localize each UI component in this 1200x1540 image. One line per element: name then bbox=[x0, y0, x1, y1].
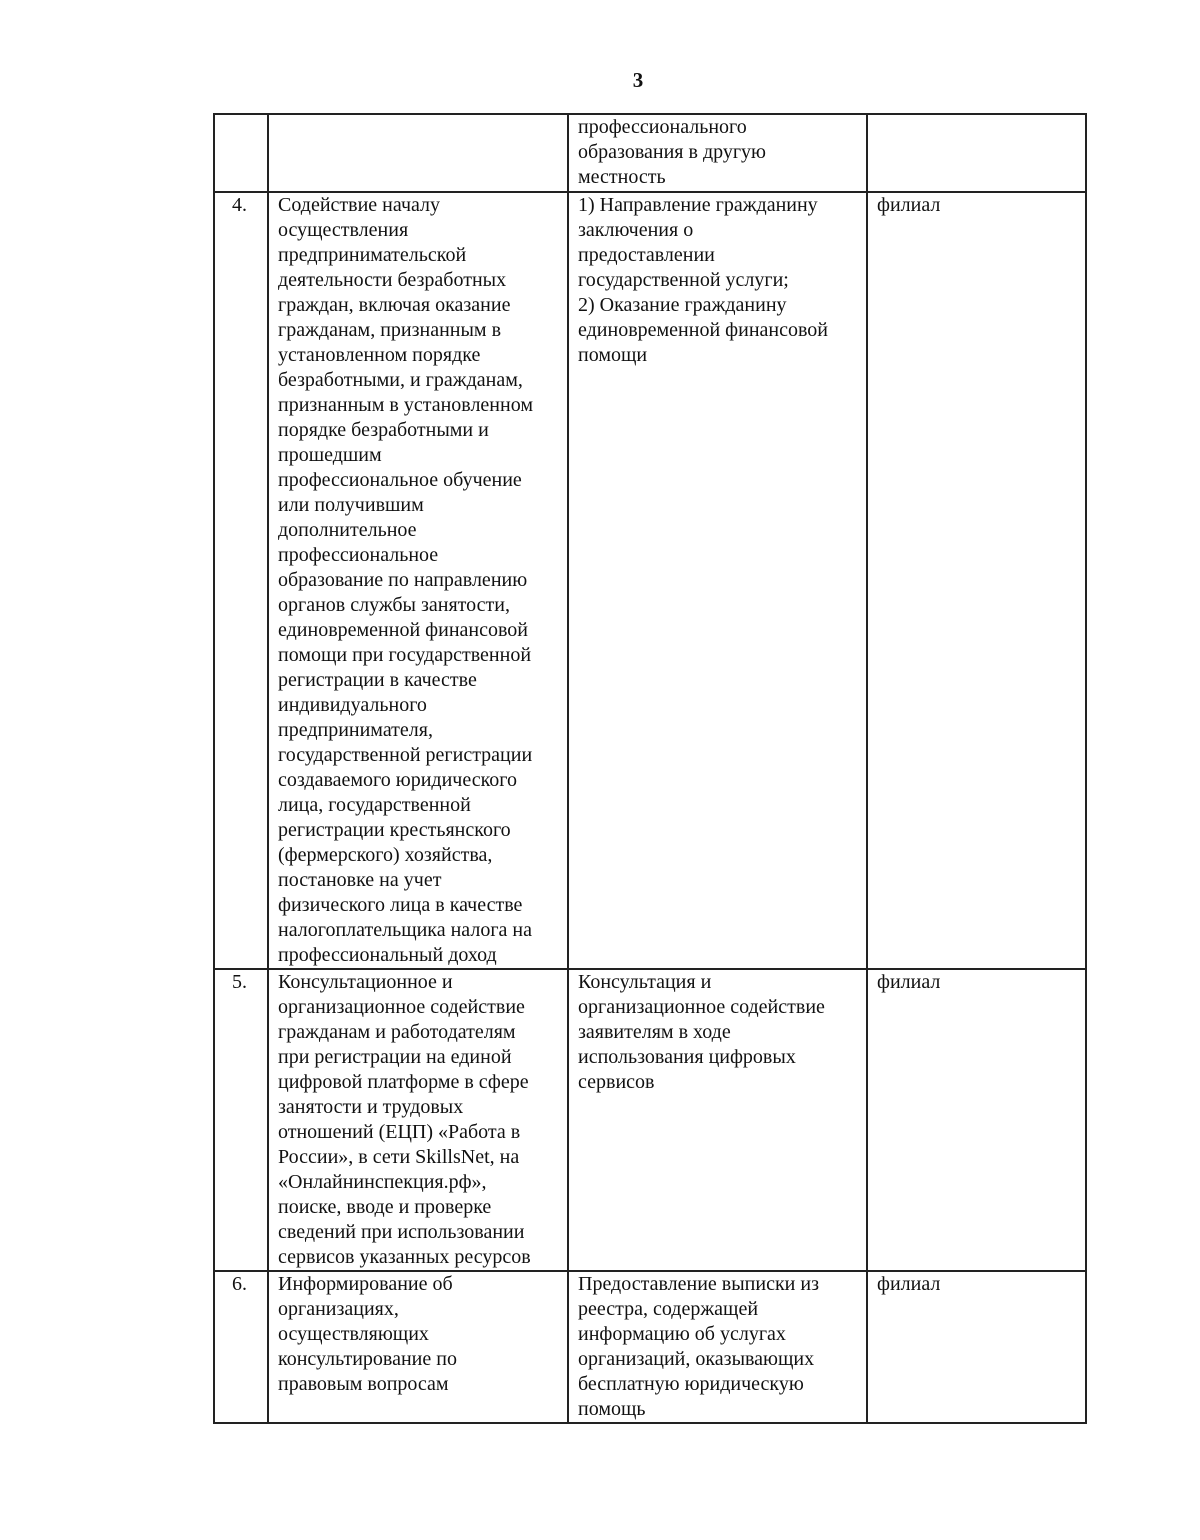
table-row bbox=[214, 114, 1086, 192]
row-number-cell: 6. bbox=[214, 1271, 268, 1423]
table-row bbox=[214, 192, 1086, 969]
service-name-cell: Содействие началу осуществления предпринимательской деятельности безработных граждан, включая оказание гражданам, признанным в установленном порядке безработными, и гражданам, признанным в установленном порядке безработными и прошедшим профессиональное обучение или получившим дополнительное профессиональное образование по направлению органов службы занятости, единовременной финансовой помощи при государственной регистрации в качестве индивидуального предпринимателя, государственной регистрации создаваемого юридического лица, государственной регистрации крестьянского (фермерского) хозяйства, постановке на учет физического лица в качестве налогоплательщика налога на профессиональный доход bbox=[268, 192, 568, 969]
service-name-cell bbox=[268, 114, 568, 192]
row-number-cell: 4. bbox=[214, 192, 268, 969]
service-name-cell: Консультационное и организационное содействие гражданам и работодателям при регистрации на единой цифровой платформе в сфере занятости и трудовых отношений (ЕЦП) «Работа в России», в сети SkillsNet, на «Онлайнинспекция.рф», поиске, вводе и проверке сведений при использовании сервисов указанных ресурсов bbox=[268, 969, 568, 1271]
service-name-cell: Информирование об организациях, осуществляющих консультирование по правовым вопросам bbox=[268, 1271, 568, 1423]
executor-cell: филиал bbox=[867, 1271, 1086, 1423]
row-number-cell: 5. bbox=[214, 969, 268, 1271]
table-row bbox=[214, 969, 1086, 1271]
service-action-cell: Консультация и организационное содействие заявителям в ходе использования цифровых сервисов bbox=[568, 969, 867, 1271]
table-row bbox=[214, 1271, 1086, 1423]
service-action-cell: 1) Направление гражданину заключения о предоставлении государственной услуги; 2) Оказание гражданину единовременной финансовой помощи bbox=[568, 192, 867, 969]
services-table bbox=[213, 113, 1087, 1424]
executor-cell: филиал bbox=[867, 969, 1086, 1271]
service-action-cell: Предоставление выписки из реестра, содержащей информацию об услугах организаций, оказывающих бесплатную юридическую помощь bbox=[568, 1271, 867, 1423]
service-action-cell: профессионального образования в другую местность bbox=[568, 114, 867, 192]
page-number: 3 bbox=[632, 68, 644, 92]
executor-cell bbox=[867, 114, 1086, 192]
executor-cell: филиал bbox=[867, 192, 1086, 969]
row-number-cell bbox=[214, 114, 268, 192]
